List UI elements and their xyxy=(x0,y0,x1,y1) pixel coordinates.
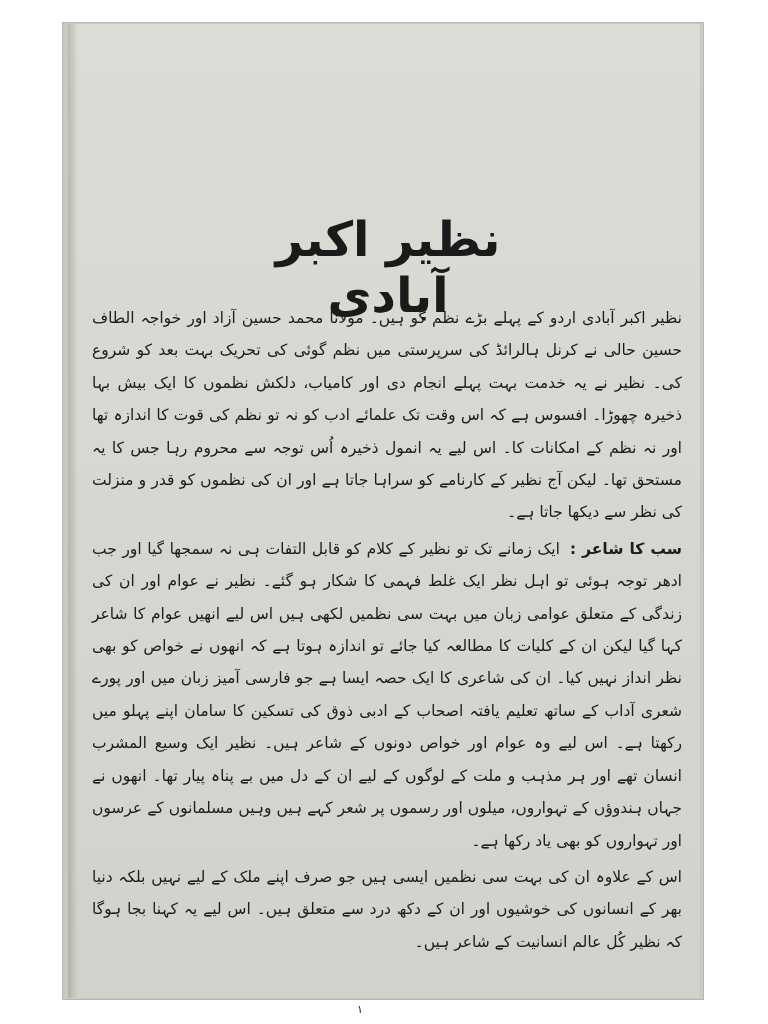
binding-shadow xyxy=(68,24,78,998)
paragraph-closing: اس کے علاوہ ان کی بہت سی نظمیں ایسی ہیں جو صرف اپنے ملک کے لیے نہیں بلکہ دنیا بھر کے انسانوں کی خوشیوں اور ان کے دکھ درد سے متعلق ہیں۔ اس لیے یہ کہنا بجا ہوگا کہ نظیر کُل عالم انسانیت کے شاعر ہیں۔ xyxy=(92,867,682,951)
page-number: ۱ xyxy=(357,1003,363,1016)
page-title: نظیر اکبر آبادی xyxy=(275,212,501,324)
paragraph-text: ایک زمانے تک تو نظیر کے کلام کو قابل التفات ہی نہ سمجھا گیا اور جب ادھر توجہ ہوئی تو اہل نظر ایک غلط فہمی کا شکار ہو گئے۔ نظیر نے عوام اور ان کی زندگی کے متعلق عوامی زبان میں بہت سی نظمیں لکھی ہیں اس لیے انھیں عوام کا شاعر کہا گیا لیکن ان کے کلیات کا مطالعہ کیا جائے تو اندازہ ہوتا ہے کہ انھوں نے خواص کو بھی نظر انداز نہیں کیا۔ ان کی شاعری کا ایک حصہ ایسا ہے جو فارسی آمیز زبان میں اور پورے شعری آداب کے ساتھ تعلیم یافتہ اصحاب کے ادبی ذوق کی تسکین کا سامان اپنے پہلو میں رکھتا ہے۔ اس لیے وہ عوام اور خواص دونوں کے شاعر ہیں۔ نظیر ایک وسیع المشرب انسان تھے اور ہر مذہب و ملت کے لوگوں کے لیے ان کے دل میں بے پناہ پیار تھا۔ انھوں نے جہاں ہندوؤں کے تہواروں، میلوں اور رسموں پر شعر کہے ہیں وہیں مسلمانوں کے عرسوں اور تہواروں کو بھی یاد رکھا ہے۔ xyxy=(92,539,682,850)
book-page xyxy=(68,24,700,998)
body-text xyxy=(92,302,682,958)
scan-background xyxy=(62,22,704,1000)
paragraph-intro: نظیر اکبر آبادی اردو کے پہلے بڑے نظم گو ہیں۔ مولانا محمد حسین آزاد اور خواجہ الطاف حسین حالی نے کرنل ہالرائڈ کی سرپرستی میں نظم گوئی کی تحریک بہت بعد کو شروع کی۔ نظیر نے یہ خدمت بہت پہلے انجام دی اور کامیاب، دلکش نظموں کا ایک بیش بہا ذخیرہ چھوڑا۔ افسوس ہے کہ اس وقت تک علمائے ادب کو نہ تو نظم کی قوت کا اندازہ تھا اور نہ نظم کے امکانات کا۔ اس لیے یہ انمول ذخیرہ اُس توجہ سے محروم رہا جس کا یہ مستحق تھا۔ لیکن آج نظیر کے کارنامے کو سراہا جاتا ہے اور ان کی نظموں کو قدر و منزلت کی نظر سے دیکھا جاتا ہے۔ xyxy=(92,309,682,522)
sub-heading: سب کا شاعر : xyxy=(569,539,682,558)
paragraph-sab-ka-shair xyxy=(92,533,682,857)
